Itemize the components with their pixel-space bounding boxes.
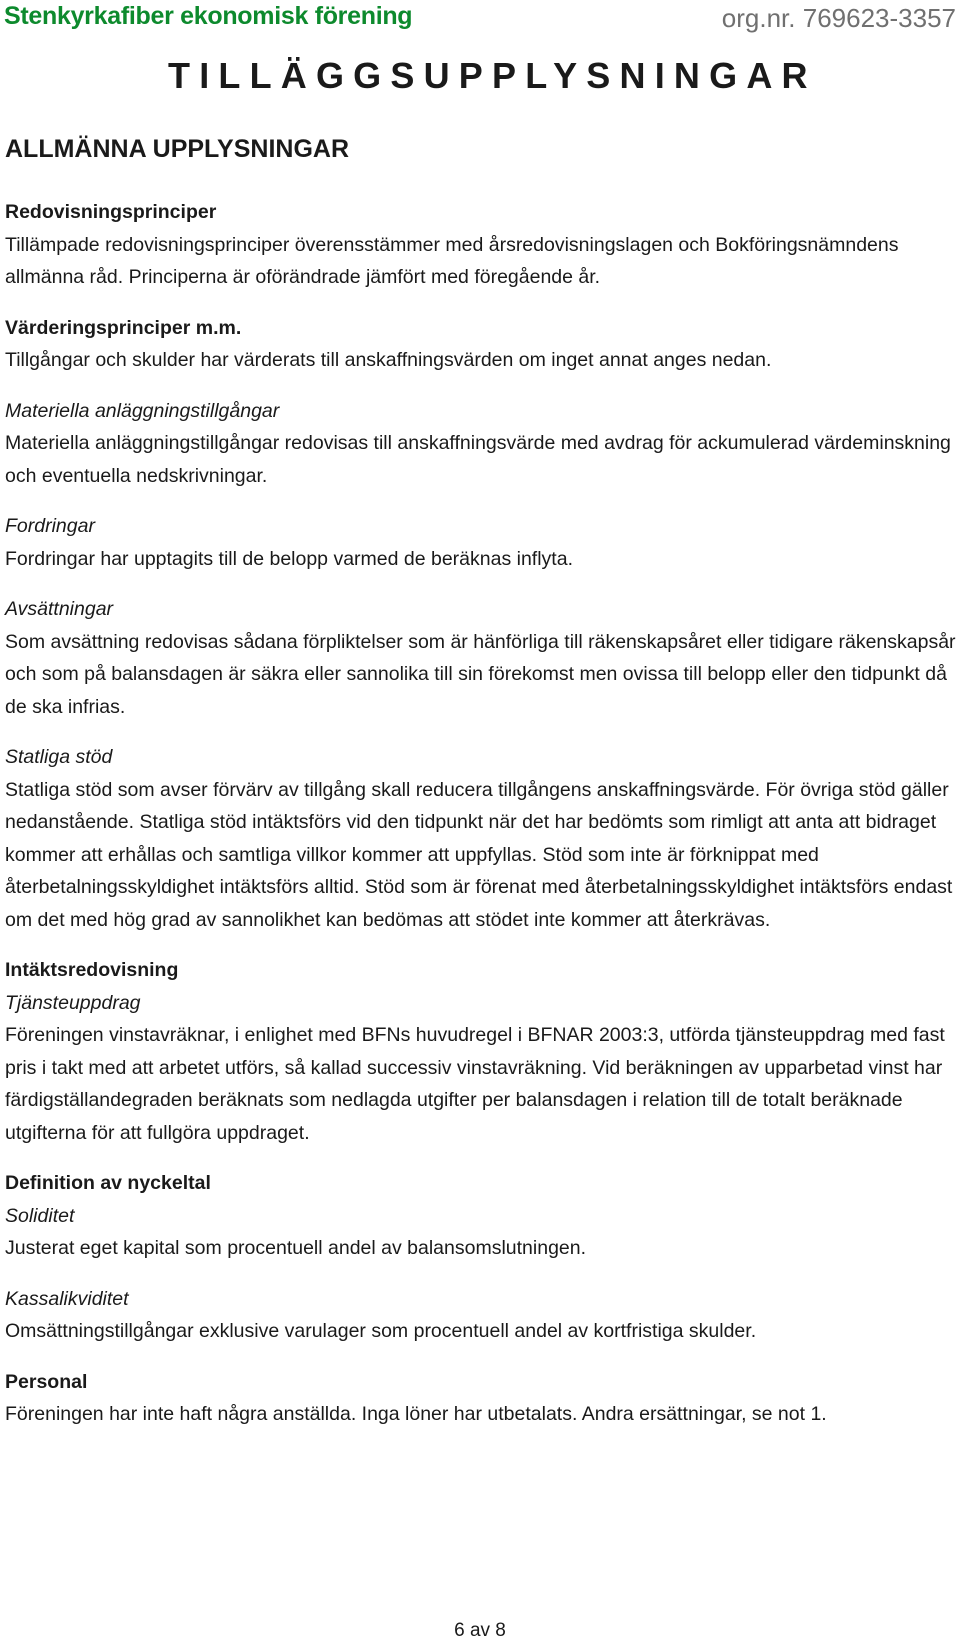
text-kassalikviditet: Omsättningstillgångar exklusive varulager som procentuell andel av kortfristiga skulder. [5, 1320, 757, 1342]
block-kassalikviditet [5, 1283, 960, 1348]
block-personal [5, 1366, 960, 1431]
heading-redovisningsprinciper: Redovisningsprinciper [5, 201, 217, 223]
subheading-fordringar: Fordringar [5, 515, 95, 537]
subheading-tjansteuppdrag: Tjänsteuppdrag [5, 991, 141, 1014]
subheading-statliga-stod: Statliga stöd [5, 746, 113, 768]
text-soliditet: Justerat eget kapital som procentuell andel av balansomslutningen. [5, 1237, 587, 1259]
section-title: ALLMÄNNA UPPLYSNINGAR [5, 135, 349, 163]
subheading-materiella-anlaggningstillgangar: Materiella anläggningstillgångar [5, 399, 280, 422]
subheading-soliditet: Soliditet [5, 1204, 75, 1227]
document-title: TILLÄGGSUPPLYSNINGAR [168, 55, 817, 96]
block-varderingsprinciper [5, 312, 960, 377]
heading-intaktsredovisning: Intäktsredovisning [5, 959, 179, 981]
block-fordringar [5, 510, 960, 575]
notes-body [5, 196, 960, 1449]
text-fordringar: Fordringar har upptagits till de belopp varmed de beräknas inflyta. [5, 547, 573, 570]
block-intaktsredovisning [5, 954, 960, 1149]
block-avsattningar [5, 593, 960, 723]
subheading-kassalikviditet: Kassalikviditet [5, 1287, 129, 1310]
text-statliga-stod: Statliga stöd som avser förvärv av tillgång skall reducera tillgångens anskaffningsvärde. För övriga stöd gäller nedanstående. Statliga stöd intäktsförs vid den tidpunkt när det har bedömts som rimligt att anta att bidraget kommer att erhållas och samtliga villkor kommer att uppfyllas. Stöd som inte är förknippat med återbetalningsskyldighet intäktsförs alltid. Stöd som är förenat med återbetalningsskyldighet intäktsförs endast om det med hög grad av sannolikhet kan bedömas att stödet inte kommer att återkrävas. [5, 778, 953, 931]
text-redovisningsprinciper: Tillämpade redovisningsprinciper överensstämmer med årsredovisningslagen och Bokföringsnämndens allmänna råd. Principerna är oförändrade jämfört med föregående år. [5, 233, 899, 288]
heading-varderingsprinciper: Värderingsprinciper m.m. [5, 316, 242, 339]
text-personal: Föreningen har inte haft några anställda. Inga löner har utbetalats. Andra ersättningar, se not 1. [5, 1403, 827, 1425]
text-materiella-anlaggningstillgangar: Materiella anläggningstillgångar redovisas till anskaffningsvärde med avdrag för ackumulerad värdeminskning och eventuella nedskrivningar. [5, 432, 951, 487]
org-number: org.nr. 769623-3357 [721, 3, 956, 33]
association-name: Stenkyrkafiber ekonomisk förening [4, 2, 413, 30]
page-number: 6 av 8 [454, 1620, 506, 1641]
block-materiella-anlaggningstillgangar [5, 395, 960, 493]
heading-personal: Personal [5, 1370, 88, 1393]
subheading-avsattningar: Avsättningar [5, 598, 114, 620]
block-redovisningsprinciper [5, 196, 960, 294]
heading-nyckeltal: Definition av nyckeltal [5, 1172, 211, 1194]
text-varderingsprinciper: Tillgångar och skulder har värderats till anskaffningsvärden om inget annat anges nedan. [5, 349, 772, 371]
block-nyckeltal [5, 1167, 960, 1265]
text-avsattningar: Som avsättning redovisas sådana förpliktelser som är hänförliga till räkenskapsåret eller tidigare räkenskapsår och som på balansdagen är säkra eller sannolika till sin förekomst men ovissa till belopp eller den tidpunkt då de ska infrias. [5, 630, 956, 718]
block-statliga-stod [5, 741, 960, 936]
text-tjansteuppdrag: Föreningen vinstavräknar, i enlighet med BFNs huvudregel i BFNAR 2003:3, utförda tjänsteuppdrag med fast pris i takt med att arbetet utförs, så kallad successiv vinstavräkning. Vid beräkningen av upparbetad vinst har färdigställandegraden beräknats som nedlagda utgifter per balansdagen i relation till de totalt beräknade utgifterna för att fullgöra uppdraget. [5, 1024, 945, 1144]
